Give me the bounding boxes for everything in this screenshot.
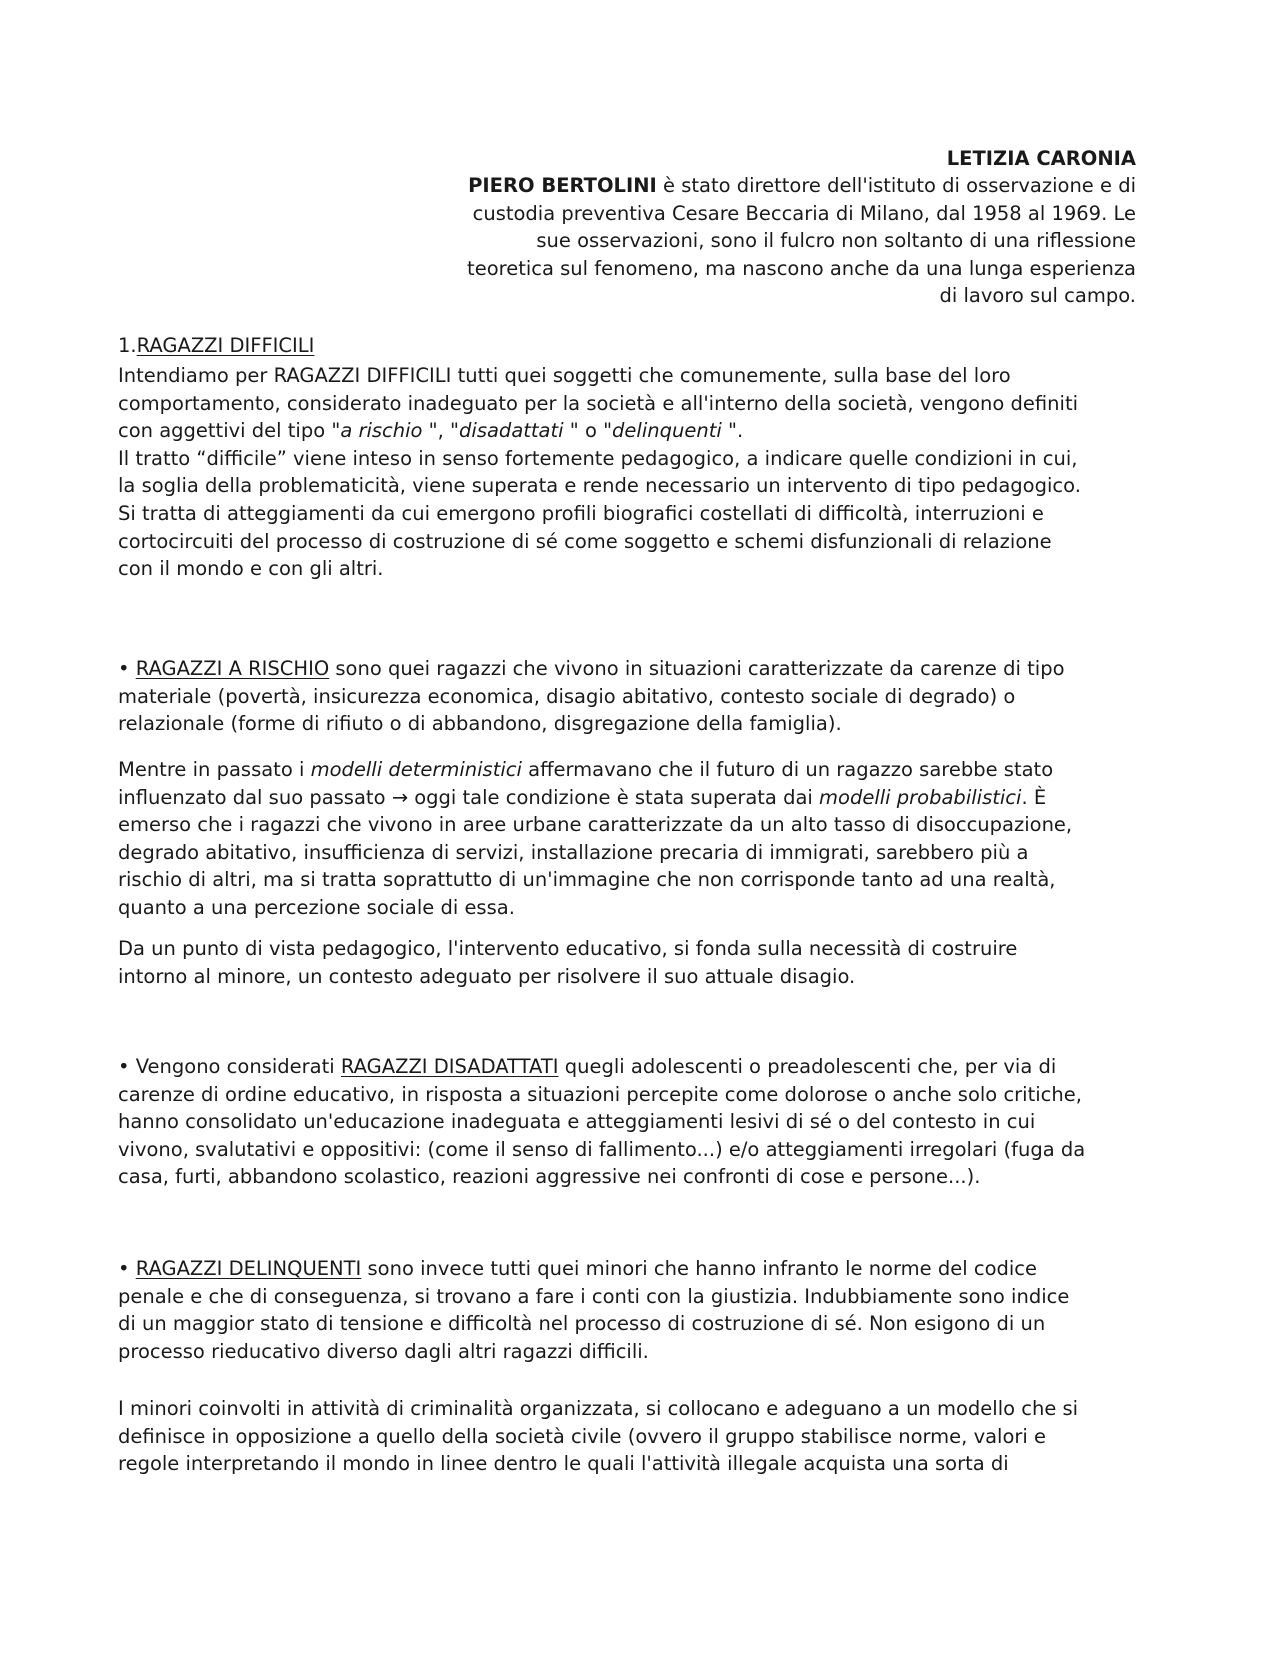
paragraph-line: relazionale (forme di rifiuto o di abbandono, disgregazione della famiglia). [118,712,842,736]
bullet-icon: • [118,657,136,680]
paragraph-line [118,655,1158,683]
italic-term: a rischio [340,419,423,443]
paragraph-line: intorno al minore, un contesto adeguato per risolvere il suo attuale disagio. [118,964,856,988]
paragraph-line: Il tratto “difficile” viene inteso in senso fortemente pedagogico, a indicare quelle condizioni in cui, [118,446,1078,470]
paragraph-definition [118,362,1158,583]
paragraph-ragazzi-delinquenti [118,1255,1158,1365]
paragraph-line: la soglia della problematicità, viene superata e rende necessario un intervento di tipo pedagogico. [118,474,1081,498]
text-run: ". [721,419,744,443]
text-run: " o " [563,419,613,443]
text-run: influenzato dal suo passato → oggi tale condizione è stata superata dai [118,785,820,809]
paragraph-line: rischio di altri, ma si tratta soprattutto di un'immagine che non corrisponde tanto ad una realtà, [118,868,1056,892]
section-heading [118,332,314,360]
text-run: quegli adolescenti o preadolescenti che, per via di [558,1055,1057,1078]
paragraph-line: hanno consolidato un'educazione inadeguata e atteggiamenti lesivi di sé o del contesto in cui [118,1110,1036,1134]
italic-term: disadattati [459,419,564,443]
italic-term: modelli deterministici [310,758,522,781]
paragraph-line [118,784,1158,812]
section-title: RAGAZZI DIFFICILI [136,334,315,357]
section-number: 1. [118,334,137,357]
underlined-term: RAGAZZI A RISCHIO [135,657,330,680]
paragraph-line: Da un punto di vista pedagogico, l'intervento educativo, si fonda sulla necessità di costruire [118,937,1018,960]
intro-line-5: di lavoro sul campo. [939,284,1136,308]
intro-text: è stato direttore dell'istituto di osservazione e di [656,174,1136,197]
paragraph-line [118,1053,1158,1081]
text-run: con aggettivi del tipo " [118,419,341,443]
text-run: ", " [422,419,460,443]
paragraph-line: materiale (povertà, insicurezza economica, disagio abitativo, contesto sociale di degrado) o [118,684,1016,708]
text-run: sono quei ragazzi che vivono in situazioni caratterizzate da carenze di tipo [329,657,1065,680]
paragraph-line: definisce in opposizione a quello della società civile (ovvero il gruppo stabilisce norme, valori e [118,1424,1047,1448]
paragraph-line: processo rieducativo diverso dagli altri ragazzi difficili. [118,1339,649,1363]
text-run: • Vengono considerati [118,1055,341,1078]
intro-line-3: sue osservazioni, sono il fulcro non soltanto di una riflessione [536,229,1136,253]
italic-term: delinquenti [612,419,722,443]
paragraph-ragazzi-a-rischio [118,655,1158,738]
text-run: Mentre in passato i [118,758,311,781]
paragraph-line: quanto a una percezione sociale di essa. [118,895,515,919]
paragraph-line: comportamento, considerato inadeguato per la società e all'interno della società, vengono definiti [118,391,1079,415]
paragraph-line: di un maggior stato di tensione e difficoltà nel processo di costruzione di sé. Non esigono di un [118,1312,1046,1336]
paragraph-organized-crime [118,1395,1158,1478]
paragraph-line: cortocircuiti del processo di costruzione di sé come soggetto e schemi disfunzionali di relazione [118,529,1052,553]
paragraph-line [118,417,1158,445]
underlined-term: RAGAZZI DELINQUENTI [135,1257,362,1280]
paragraph-line: carenze di ordine educativo, in risposta a situazioni percepite come dolorose o anche solo critiche, [118,1082,1082,1106]
paragraph-line: penale e che di conseguenza, si trovano a fare i conti con la giustizia. Indubbiamente sono indice [118,1284,1070,1308]
text-run: . È [1021,785,1047,809]
intro-paragraph [442,172,1136,310]
bullet-icon: • [118,1257,136,1280]
paragraph-line: Si tratta di atteggiamenti da cui emergono profili biografici costellati di difficoltà, interruzioni e [118,501,1044,525]
paragraph-line: emerso che i ragazzi che vivono in aree urbane caratterizzate da un alto tasso di disoccupazione, [118,813,1073,837]
italic-term: modelli probabilistici [819,785,1022,809]
intro-person-name: PIERO BERTOLINI [468,174,657,197]
paragraph-line: I minori coinvolti in attività di criminalità organizzata, si collocano e adeguano a un modello che si [118,1397,1079,1420]
text-run: sono invece tutti quei minori che hanno infranto le norme del codice [361,1257,1038,1280]
intro-line-1 [442,172,1136,200]
paragraph-line: degrado abitativo, insufficienza di servizi, installazione precaria di immigrati, sarebbero più a [118,840,1029,864]
underlined-term: RAGAZZI DISADATTATI [340,1055,559,1078]
intro-line-2: custodia preventiva Cesare Beccaria di Milano, dal 1958 al 1969. Le [472,201,1136,225]
paragraph-line: regole interpretando il mondo in linee dentro le quali l'attività illegale acquista una sorta di [118,1452,1009,1476]
paragraph-line: Intendiamo per RAGAZZI DIFFICILI tutti quei soggetti che comunemente, sulla base del loro [118,364,1011,387]
paragraph-models [118,756,1158,922]
paragraph-line [118,756,1158,784]
paragraph-line [118,1255,1158,1283]
text-run: affermavano che il futuro di un ragazzo sarebbe stato [521,758,1054,781]
intro-line-4: teoretica sul fenomeno, ma nascono anche da una lunga esperienza [467,256,1136,280]
paragraph-line: casa, furti, abbandono scolastico, reazioni aggressive nei confronti di cose e persone...). [118,1165,981,1189]
paragraph-ragazzi-disadattati [118,1053,1158,1191]
paragraph-line: con il mondo e con gli altri. [118,557,384,581]
paragraph-pedagogical-view [118,935,1158,990]
paragraph-line: vivono, svalutativi e oppositivi: (come il senso di fallimento...) e/o atteggiamenti irregolari (fuga da [118,1137,1086,1161]
author-name: LETIZIA CARONIA [946,147,1136,170]
